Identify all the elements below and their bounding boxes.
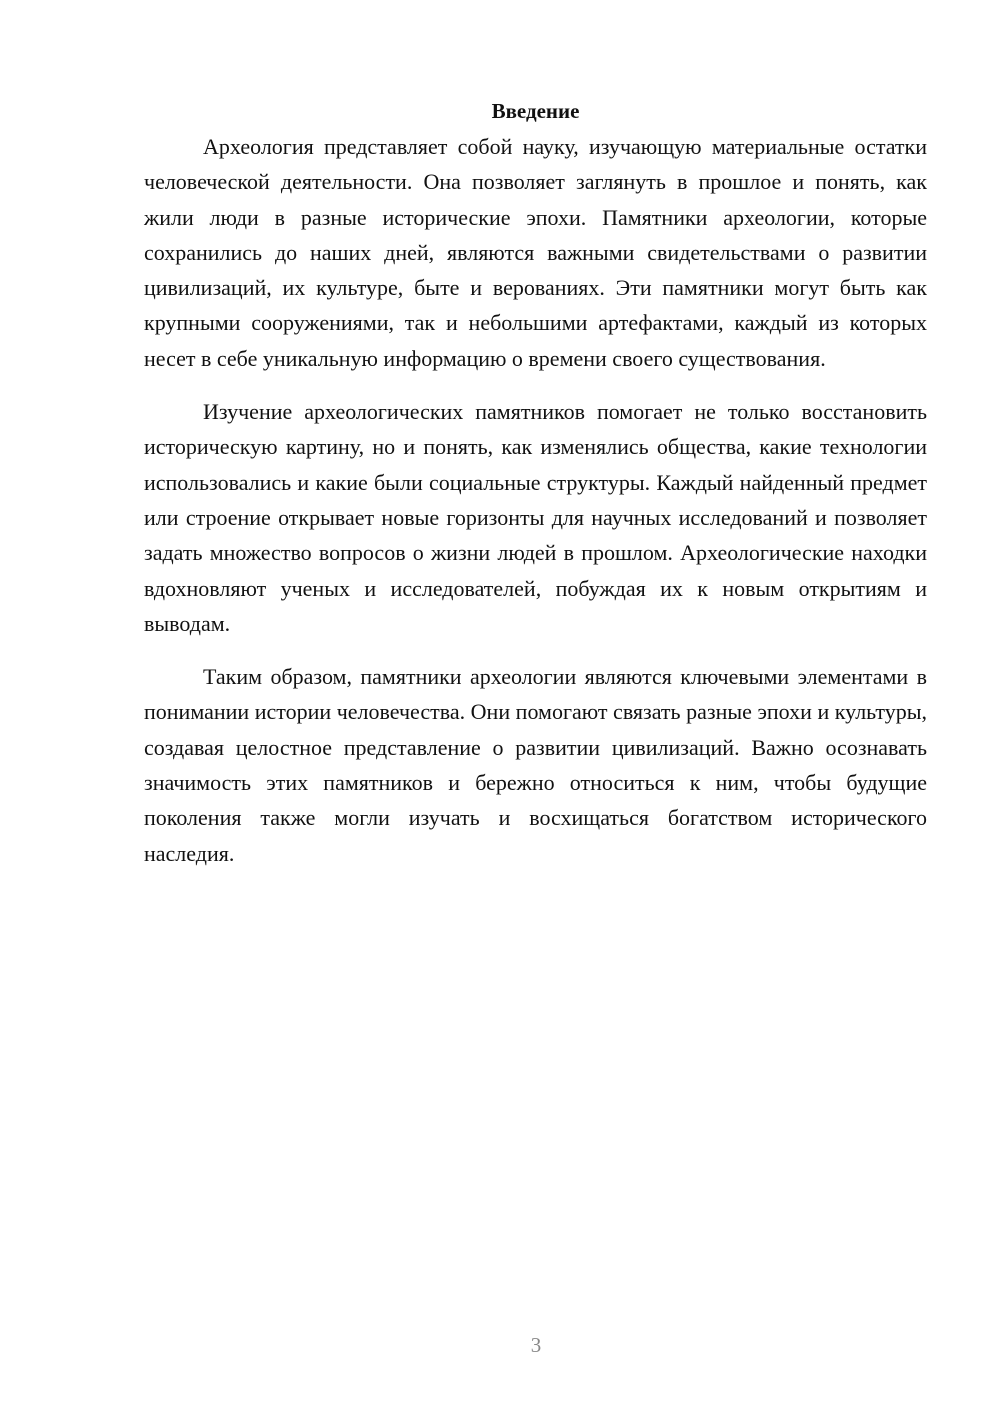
page-number: 3	[530, 1333, 542, 1357]
paragraph-2: Изучение археологических памятников помогает не только восстановить историческую картину, но и понять, как изменялись общества, какие технологии использовались и какие были социальные структуры. Каждый найденный предмет или строение открывает новые горизонты для научных исследований и позволяет задать множество вопросов о жизни людей в прошлом. Археологические находки вдохновляют ученых и исследователей, побуждая их к новым открытиям и выводам.	[144, 399, 927, 636]
paragraph-3: Таким образом, памятники археологии являются ключевыми элементами в понимании истории человечества. Они помогают связать разные эпохи и культуры, создавая целостное представление о развитии цивилизаций. Важно осознавать значимость этих памятников и бережно относиться к ним, чтобы будущие поколения также могли изучать и восхищаться богатством исторического наследия.	[144, 664, 927, 866]
paragraph-1: Археология представляет собой науку, изучающую материальные остатки человеческой деятельности. Она позволяет заглянуть в прошлое и понять, как жили люди в разные исторические эпохи. Памятники археологии, которые сохранились до наших дней, являются важными свидетельствами о развитии цивилизаций, их культуре, быте и верованиях. Эти памятники могут быть как крупными сооружениями, так и небольшими артефактами, каждый из которых несет в себе уникальную информацию о времени своего существования.	[144, 134, 927, 371]
page-content	[144, 96, 927, 889]
section-heading: Введение	[491, 99, 580, 123]
